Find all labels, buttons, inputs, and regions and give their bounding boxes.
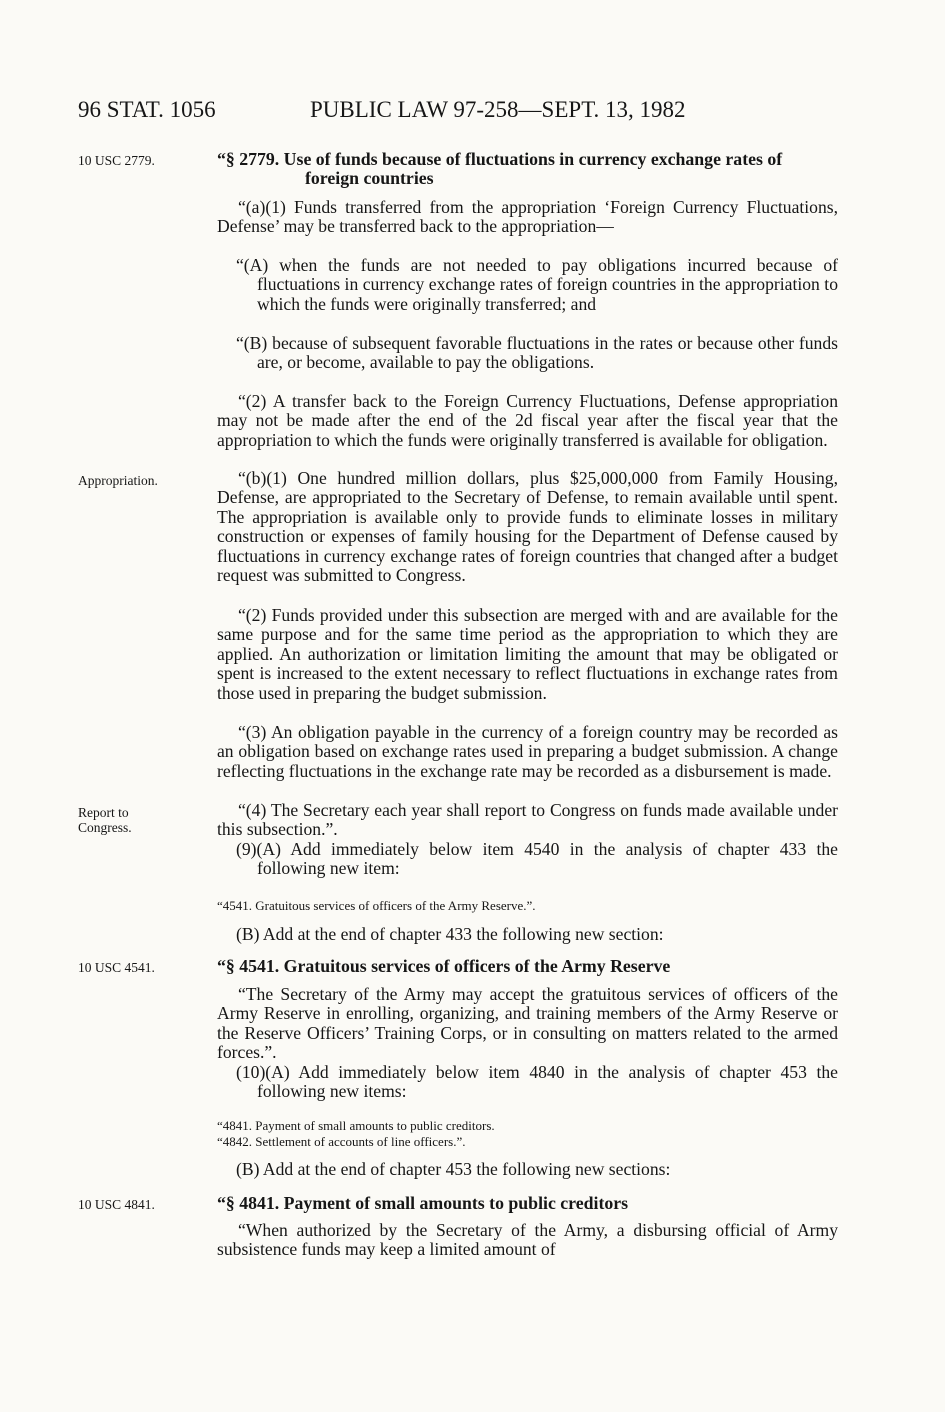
paragraph-b3: “(3) An obligation payable in the currency of a foreign country may be recorded as an obligation based on exchange rates used in preparing a budget submission. A change reflecting fluctuations in the exchange rate may be recorded as a disbursement is made. — [217, 722, 838, 781]
margin-note-report: Report to Congress. — [78, 805, 132, 835]
amendment-10B: (B) Add at the end of chapter 453 the following new sections: — [236, 1159, 671, 1179]
amendment-10A: (10)(A) Add immediately below item 4840 in the analysis of chapter 453 the following new items: — [236, 1062, 838, 1102]
amendment-9A: (9)(A) Add immediately below item 4540 in the analysis of chapter 433 the following new item: — [236, 839, 838, 879]
item-4841: “4841. Payment of small amounts to public creditors. — [217, 1118, 495, 1133]
stat-citation: 96 STAT. 1056 — [78, 97, 216, 122]
item-4842: “4842. Settlement of accounts of line officers.”. — [217, 1134, 466, 1149]
paragraph-b1: “(b)(1) One hundred million dollars, plus $25,000,000 from Family Housing, Defense, are appropriated to the Secretary of Defense, to remain available until spent. The appropriation is available only to provide funds to eliminate losses in military construction or expenses of family housing for the Department of Defense caused by fluctuations in currency exchange rates of foreign countries that changed after a budget request was submitted to Congress. — [217, 468, 838, 586]
section-4541-heading: “§ 4541. Gratuitous services of officers of the Army Reserve — [217, 956, 671, 976]
paragraph-a1-B: “(B) because of subsequent favorable fluctuations in the rates or because other funds are, or become, available to pay the obligations. — [236, 333, 838, 373]
section-4841-heading: “§ 4841. Payment of small amounts to public creditors — [217, 1193, 629, 1213]
section-2779-heading: “§ 2779. Use of funds because of fluctuations in currency exchange rates of foreign countries — [217, 149, 783, 189]
page-title: PUBLIC LAW 97-258—SEPT. 13, 1982 — [310, 97, 686, 122]
margin-note-usc-4841: 10 USC 4841. — [78, 1197, 155, 1212]
paragraph-b2: “(2) Funds provided under this subsection are merged with and are available for the same purpose and for the same time period as the appropriation to which they are applied. An authorization or limitation limiting the amount that may be obligated or spent is increased to the extent necessary to reflect fluctuations in exchange rates from those used in preparing the budget submission. — [217, 605, 838, 703]
margin-note-usc-4541: 10 USC 4541. — [78, 960, 155, 975]
amendment-9B: (B) Add at the end of chapter 433 the following new section: — [236, 924, 664, 944]
section-4541-text: “The Secretary of the Army may accept the gratuitous services of officers of the Army Reserve in enrolling, organizing, and training members of the Army Reserve or the Reserve Officers’ Training Corps, or in consulting on matters related to the armed forces.”. — [217, 984, 838, 1063]
paragraph-b4: “(4) The Secretary each year shall report to Congress on funds made available under this subsection.”. — [217, 800, 838, 840]
paragraph-a1-A: “(A) when the funds are not needed to pay obligations incurred because of fluctuations in currency exchange rates of foreign countries in the appropriation to which the funds were originally transferred; and — [236, 255, 838, 314]
paragraph-a1: “(a)(1) Funds transferred from the appropriation ‘Foreign Currency Fluctuations, Defense’ may be transferred back to the appropriation— — [217, 197, 838, 237]
margin-note-usc-2779: 10 USC 2779. — [78, 153, 155, 168]
section-4841-text: “When authorized by the Secretary of the Army, a disbursing official of Army subsistence funds may keep a limited amount of — [217, 1220, 838, 1260]
paragraph-a2: “(2) A transfer back to the Foreign Currency Fluctuations, Defense appropriation may not be made after the end of the 2d fiscal year after the fiscal year that the appropriation to which the funds were originally transferred is available for obligation. — [217, 391, 838, 450]
item-4541: “4541. Gratuitous services of officers of the Army Reserve.”. — [217, 898, 536, 913]
margin-note-appropriation: Appropriation. — [78, 473, 158, 488]
